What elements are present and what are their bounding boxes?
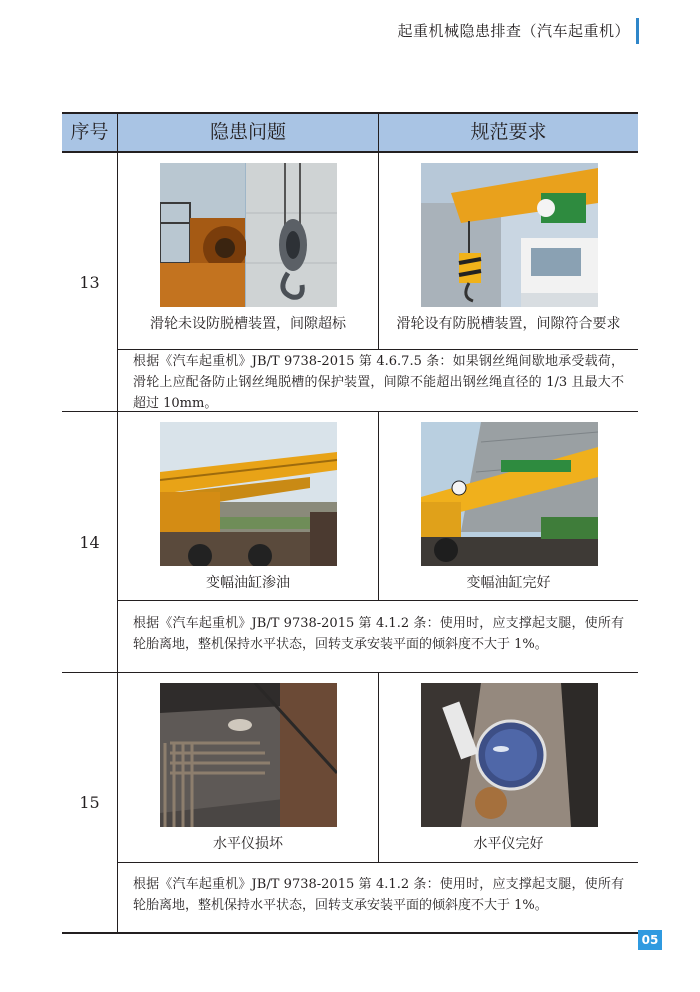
column-header-problem: 隐患问题	[209, 121, 286, 143]
problem-cell	[118, 153, 378, 349]
problem-caption: 变幅油缸渗油	[206, 575, 290, 591]
table-header	[62, 112, 638, 153]
page-number-badge: 05	[638, 930, 662, 950]
requirement-photo	[421, 163, 598, 307]
column-header-requirement: 规范要求	[470, 121, 547, 143]
requirement-caption: 变幅油缸完好	[466, 575, 551, 591]
requirement-cell	[379, 153, 638, 349]
table-row	[62, 412, 638, 673]
requirement-caption: 滑轮设有防脱槽装置，间隙符合要求	[396, 316, 621, 332]
problem-cell	[118, 412, 378, 600]
problem-photo	[160, 163, 337, 307]
problem-caption: 滑轮未设防脱槽装置，间隙超标	[150, 316, 346, 332]
requirement-photo	[421, 422, 598, 566]
header-accent-bar	[636, 18, 639, 44]
problem-caption: 水平仪损坏	[213, 836, 283, 852]
standard-note: 根据《汽车起重机》JB/T 9738-2015 第 4.1.2 条：使用时，应支撑起支腿，使所有轮胎离地，整机保持水平状态，回转支承安装平面的倾斜度不大于 1%。	[133, 616, 624, 652]
column-header-no: 序号	[70, 121, 109, 143]
requirement-photo	[421, 683, 598, 827]
header-title: 起重机械隐患排查（汽车起重机）	[397, 22, 630, 40]
problem-photo	[160, 683, 337, 827]
row-images	[118, 412, 638, 601]
requirement-cell	[379, 412, 638, 600]
problem-photo	[160, 422, 337, 566]
row-images	[118, 153, 638, 350]
table-row	[62, 153, 638, 412]
problem-cell	[118, 673, 378, 862]
row-number: 13	[79, 272, 100, 292]
hazard-table	[62, 112, 638, 934]
standard-note: 根据《汽车起重机》JB/T 9738-2015 第 4.1.2 条：使用时，应支撑起支腿，使所有轮胎离地，整机保持水平状态，回转支承安装平面的倾斜度不大于 1%。	[133, 877, 624, 913]
row-number: 14	[79, 532, 100, 552]
standard-note: 根据《汽车起重机》JB/T 9738-2015 第 4.6.7.5 条：如果钢丝绳间歇地承受载荷，滑轮上应配备防止钢丝绳脱槽的保护装置，间隙不能超出钢丝绳直径的 1/3 且最大不超过 10mm。	[133, 354, 624, 411]
requirement-caption: 水平仪完好	[473, 836, 544, 852]
requirement-cell	[379, 673, 638, 862]
row-number: 15	[79, 793, 100, 812]
table-row	[62, 673, 638, 934]
row-images	[118, 673, 638, 863]
